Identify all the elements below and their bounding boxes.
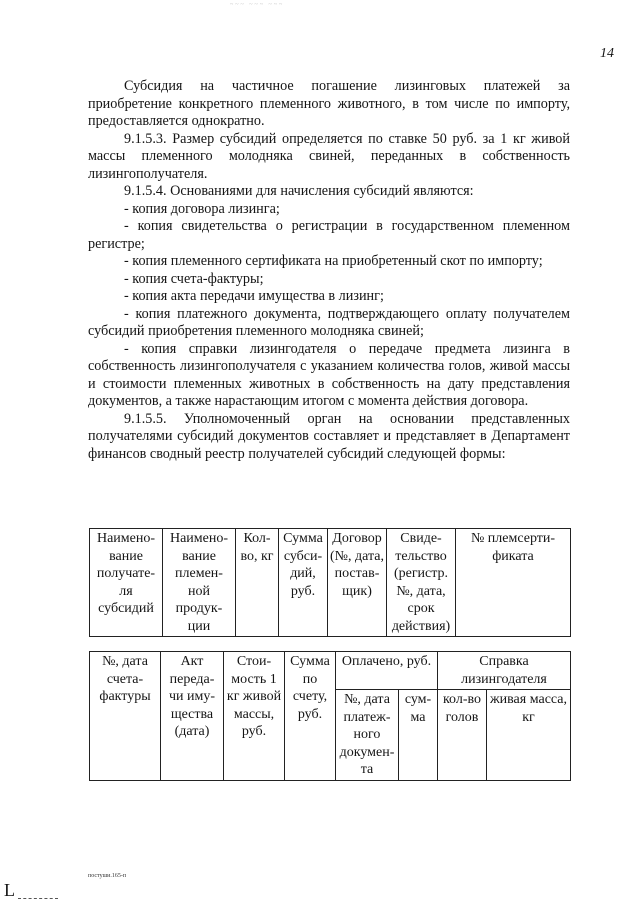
table-header-cell: Свиде-тельство (регистр. №, дата, срок действия) [387,529,456,637]
list-item: - копия платежного документа, подтверждающего оплату получателем субсидий приобретения племенного молодняка свиней; [88,305,570,339]
paragraph: 9.1.5.4. Основаниями для начисления субсидий являются: [124,183,474,199]
page-number: 14 [600,46,614,61]
document-body [88,78,570,463]
paragraph: Субсидия на частичное погашение лизинговых платежей за приобретение конкретного племенного животного, в том числе по импорту, предоставляется однократно. [88,78,570,129]
table-header-cell: №, дата платеж-ного докумен-та [336,690,399,781]
table-header-cell: Стои-мость 1 кг живой массы, руб. [224,652,285,781]
table-row [90,529,571,637]
table-header-cell: № племсерти-фиката [456,529,571,637]
table-header-cell: №, дата счета-фактуры [90,652,161,781]
corner-mark: L [4,880,15,900]
paragraph: 9.1.5.5. Уполномоченный орган на основании представленных получателями субсидий документов составляет и представляет в Департамент финансов сводный реестр получателей субсидий следующей формы: [88,410,570,462]
list-item: - копия акта передачи имущества в лизинг; [124,288,384,304]
paragraph: 9.1.5.3. Размер субсидий определяется по ставке 50 руб. за 1 кг живой массы племенного молодняка свиней, переданных в собственность лизингополучателя. [88,130,570,182]
top-scan-mark: ~~~ ~~~ ~~~ [230,2,285,8]
table-header-cell: живая масса, кг [487,690,571,781]
table-header-cell: Сумма субси-дий, руб. [279,529,328,637]
scan-dash-line [18,898,58,899]
table-header-cell: Акт переда-чи иму-щества (дата) [161,652,224,781]
list-item: - копия справки лизингодателя о передаче предмета лизинга в собственность лизингополучателя с указанием количества голов, живой массы и стоимости племенных животных в собственность на дату представления документов, а также нарастающим итогом с момента действия договора. [88,340,570,409]
registry-table-1 [89,528,571,637]
table-group-header: Оплачено, руб. [336,652,438,690]
footer-note: постуши.165-п [88,873,127,879]
table-header-cell: Наимено-вание получате-ля субсидий [90,529,163,637]
list-item: - копия счета-фактуры; [124,270,264,287]
table-header-cell: сум-ма [399,690,438,781]
table-group-header: Справка лизингодателя [438,652,571,690]
registry-table-2 [89,651,571,781]
table-row [90,652,571,690]
table-header-cell: Наимено-вание племен-ной продук-ции [163,529,236,637]
table-header-cell: Сумма по счету, руб. [285,652,336,781]
list-item: - копия свидетельства о регистрации в государственном племенном регистре; [88,218,570,252]
list-item: - копия племенного сертификата на приобретенный скот по импорту; [124,253,543,269]
table-header-cell: Кол-во, кг [236,529,279,637]
table-header-cell: Договор (№, дата, постав-щик) [328,529,387,637]
list-item: - копия договора лизинга; [124,200,280,217]
table-header-cell: кол-во голов [438,690,487,781]
